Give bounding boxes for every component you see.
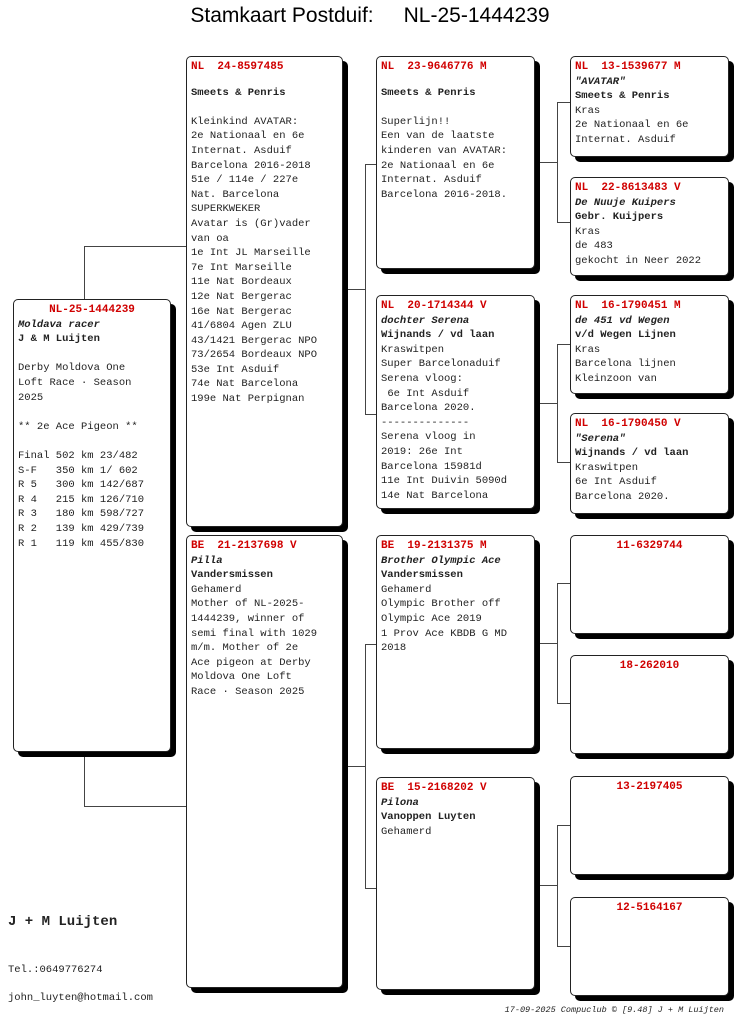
connector	[537, 885, 558, 886]
pigeon-name: De Nuuje Kuipers	[575, 196, 676, 209]
grandmother-father-side-card	[376, 295, 535, 509]
pigeon-notes: Superlijn!! Een van de laatste kinderen van AVATAR: 2e Nationaal en 6e Internat. Asduif Barcelona 2016-2018.	[381, 115, 508, 201]
great-grandparent-card-6	[570, 655, 729, 754]
pigeon-name: de 451 vd Wegen	[575, 314, 670, 327]
connector	[557, 703, 571, 704]
pigeon-notes: Kraswitpen Super Barcelonaduif Serena vloog: 6e Int Asduif Barcelona 2020. -------------- Serena vloog in 2019: 26e Int Barcelona 15981d 11e Int Duivin 5090d 14e Nat Barcelona	[381, 343, 508, 502]
pigeon-name: "Serena"	[575, 432, 626, 445]
great-grandparent-card-5	[570, 535, 729, 634]
ring-number: BE 15-2168202 V	[381, 782, 487, 794]
great-grandparent-card-8	[570, 897, 729, 996]
owner-name: Smeets & Penris	[381, 86, 476, 99]
pigeon-notes: Kraswitpen 6e Int Asduif Barcelona 2020.	[575, 461, 670, 503]
footer-text: 17-09-2025 Compuclub © [9.48] J + M Luijten	[504, 1005, 724, 1015]
great-grandparent-card-1	[570, 56, 729, 157]
pigeon-name: dochter Serena	[381, 314, 470, 327]
ring-number: 13-2197405	[616, 781, 683, 793]
connector	[557, 222, 571, 223]
owner-name: Smeets & Penris	[191, 86, 286, 99]
pigeon-name: Brother Olympic Ace	[381, 554, 501, 567]
connector	[557, 583, 571, 584]
title-ring: NL-25-1444239	[403, 4, 550, 27]
connector	[84, 752, 85, 806]
great-grandparent-card-7	[570, 776, 729, 875]
ring-number: NL 16-1790450 V	[575, 418, 681, 430]
grandmother-mother-side-card	[376, 777, 535, 990]
owner-name: Wijnands / vd laan	[381, 329, 495, 342]
connector	[557, 102, 571, 103]
ring-number: 11-6329744	[616, 540, 683, 552]
breeder-name: J + M Luijten	[8, 914, 118, 930]
pigeon-notes: Kleinkind AVATAR: 2e Nationaal en 6e Internat. Asduif Barcelona 2016-2018 51e / 114e / 227e Nat. Barcelona SUPERKWEKER Avatar is (Gr)vader van oa 1e Int JL Marseille 7e Int Marseille 11e Nat Bordeaux 12e Nat Bergerac 16e Nat Bergerac 41/6804 Agen ZLU 43/1421 Bergerac NPO 73/2654 Bordeaux NPO 53e Int Asduif 74e Nat Barcelona 199e Nat Perpignan	[191, 115, 318, 406]
great-grandparent-card-2	[570, 177, 729, 276]
pigeon-notes: Kras Barcelona lijnen Kleinzoon van	[575, 343, 676, 385]
owner-name: Vandersmissen	[381, 569, 463, 582]
pigeon-name: "AVATAR"	[575, 75, 626, 88]
pigeon-notes: Kras 2e Nationaal en 6e Internat. Asduif	[575, 104, 689, 146]
owner-name: Vandersmissen	[191, 569, 273, 582]
connector	[557, 344, 571, 345]
owner-name: J & M Luijten	[18, 333, 100, 346]
pigeon-notes: Kras de 483 gekocht in Neer 2022	[575, 225, 702, 267]
pigeon-notes: Gehamerd	[381, 825, 432, 838]
ring-number: NL 13-1539677 M	[575, 61, 681, 73]
connector	[84, 246, 187, 247]
great-grandparent-card-4	[570, 413, 729, 514]
ring-number: NL 20-1714344 V	[381, 300, 487, 312]
pigeon-notes: Derby Moldova One Loft Race · Season 2025 ** 2e Ace Pigeon ** Final 502 km 23/482 S-F 350 km 1/ 602 R 5 300 km 142/687 R 4 215 km 126/710 R 3 180 km 598/727 R 2 139 km 429/739 R 1 119 km 455/830	[18, 362, 145, 550]
pigeon-name: Pilona	[381, 796, 419, 809]
connector	[557, 825, 571, 826]
grandfather-mother-side-card	[376, 535, 535, 749]
title-label: Stamkaart Postduif:	[190, 4, 374, 27]
pigeon-name: Moldava racer	[18, 318, 100, 331]
breeder-phone: Tel.:0649776274	[8, 964, 103, 976]
connector	[557, 462, 571, 463]
connector	[537, 162, 558, 163]
connector	[537, 403, 558, 404]
ring-number: NL 24-8597485	[191, 61, 284, 73]
ring-number: BE 19-2131375 M	[381, 540, 487, 552]
connector	[342, 289, 366, 290]
pigeon-notes: Gehamerd Olympic Brother off Olympic Ace 2019 1 Prov Ace KBDB G MD 2018	[381, 583, 508, 655]
owner-name: Gebr. Kuijpers	[575, 211, 664, 224]
connector	[342, 766, 366, 767]
connector	[537, 643, 558, 644]
subject-card	[13, 299, 171, 752]
owner-name: Wijnands / vd laan	[575, 447, 689, 460]
ring-number: BE 21-2137698 V	[191, 540, 297, 552]
breeder-email[interactable]: john_luyten@hotmail.com	[8, 992, 153, 1004]
ring-number: 12-5164167	[616, 902, 683, 914]
ring-number: NL 16-1790451 M	[575, 300, 681, 312]
grandfather-father-side-card	[376, 56, 535, 269]
connector	[84, 246, 85, 300]
mother-card	[186, 535, 343, 988]
connector	[84, 806, 187, 807]
great-grandparent-card-3	[570, 295, 729, 394]
connector	[557, 946, 571, 947]
pigeon-notes: Gehamerd Mother of NL-2025- 1444239, winner of semi final with 1029 m/m. Mother of 2e Ace pigeon at Derby Moldova One Loft Race · Season 2025	[191, 583, 318, 698]
owner-name: v/d Wegen Lijnen	[575, 329, 676, 342]
pigeon-name: Pilla	[191, 554, 223, 567]
ring-number: 18-262010	[619, 660, 680, 672]
page-title	[0, 4, 740, 28]
ring-number: NL 23-9646776 M	[381, 61, 487, 73]
owner-name: Vanoppen Luyten	[381, 811, 476, 824]
ring-number: NL-25-1444239	[49, 304, 135, 316]
owner-name: Smeets & Penris	[575, 90, 670, 103]
father-card	[186, 56, 343, 527]
ring-number: NL 22-8613483 V	[575, 182, 681, 194]
